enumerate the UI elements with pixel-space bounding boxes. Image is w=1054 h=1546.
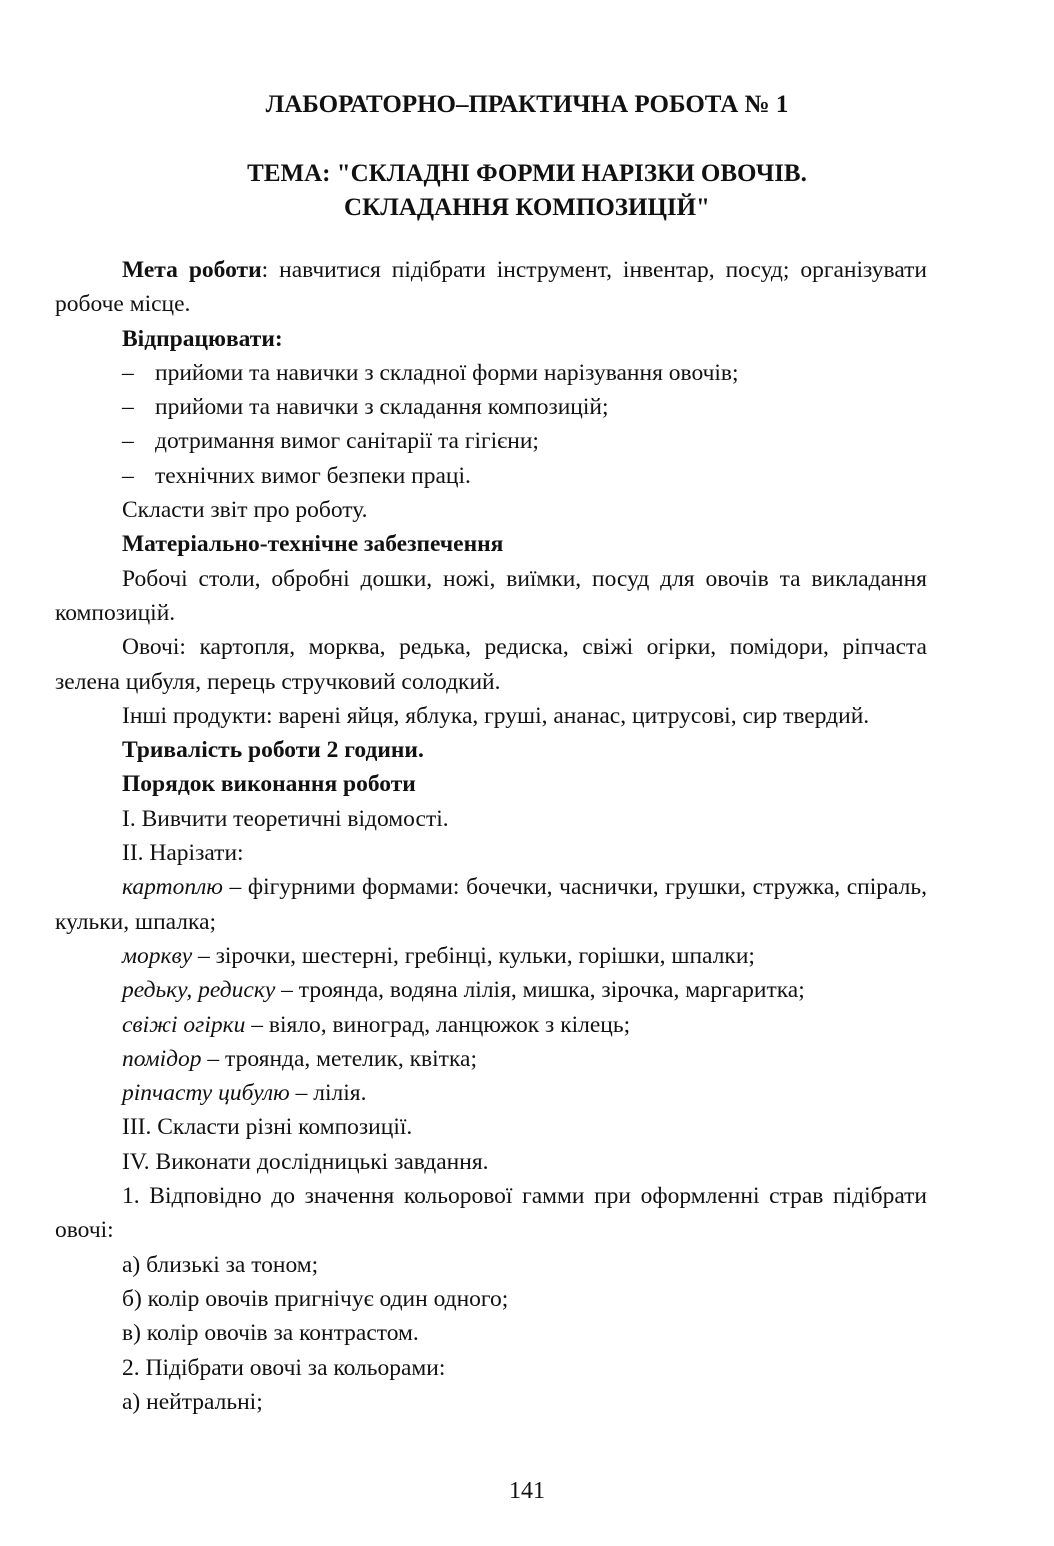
body-text (55, 253, 927, 1419)
goal-label: Мета роботи (122, 257, 262, 283)
equipment-paragraph: Робочі столи, обробні дошки, ножі, виїмки, посуд для овочів та викладання композицій. (55, 565, 927, 626)
topic-heading (0, 157, 1054, 225)
step-1: І. Вивчити теоретичні відомості. (122, 805, 449, 832)
cut-item: свіжі огірки – віяло, виноград, ланцюжок з кілець; (122, 1011, 631, 1038)
task-2: 2. Підібрати овочі за кольорами: (122, 1354, 446, 1381)
page-number: 141 (509, 1478, 545, 1504)
topic-line-1: ТЕМА: "СКЛАДНІ ФОРМИ НАРІЗКИ ОВОЧІВ. (247, 160, 807, 187)
list-item: – технічних вимог безпеки праці. (122, 462, 471, 489)
step-4: IV. Виконати дослідницькі завдання. (122, 1148, 489, 1175)
list-item: – дотримання вимог санітарії та гігієни; (122, 428, 539, 455)
topic-line-2: СКЛАДАННЯ КОМПОЗИЦІЙ" (344, 194, 710, 221)
practice-label: Відпрацювати: (122, 325, 283, 352)
task-1-option: б) колір овочів пригнічує один одного; (122, 1285, 509, 1312)
cut-item: ріпчасту цибулю – лілія. (122, 1080, 367, 1107)
goal-paragraph (55, 253, 927, 322)
other-products-paragraph: Інші продукти: варені яйця, яблука, груші, ананас, цитрусові, сир твердий. (122, 702, 870, 729)
cut-item: моркву – зірочки, шестерні, гребінці, кульки, горішки, шпалки; (122, 942, 755, 969)
procedure-label: Порядок виконання роботи (122, 771, 416, 798)
task-1-option: в) колір овочів за контрастом. (122, 1320, 419, 1347)
page-title: ЛАБОРАТОРНО–ПРАКТИЧНА РОБОТА № 1 (265, 91, 789, 118)
list-item: – прийоми та навички з складання композицій; (122, 394, 609, 421)
report-paragraph: Скласти звіт про роботу. (122, 497, 368, 524)
task-2-option: а) нейтральні; (122, 1388, 263, 1415)
cut-item: картоплю – фігурними формами: бочечки, часнички, грушки, стружка, спіраль, кульки, шпалка; (55, 874, 927, 935)
cut-item: редьку, редиску – троянда, водяна лілія, мишка, зірочка, маргаритка; (122, 977, 805, 1004)
task-1: 1. Відповідно до значення кольорової гамми при оформленні страв підібрати овочі: (55, 1183, 927, 1244)
goal-text: : навчитися підібрати інструмент, інвентар, посуд; організувати робоче місце. (55, 257, 927, 318)
step-3: ІІІ. Скласти різні композиції. (122, 1114, 413, 1141)
vegetables-paragraph: Овочі: картопля, морква, редька, редиска, свіжі огірки, помідори, ріпчаста зелена цибуля, перець стручковий солодкий. (55, 634, 927, 695)
duration-text: Тривалість роботи 2 години. (122, 737, 424, 764)
cut-item: помідор – троянда, метелик, квітка; (122, 1045, 477, 1072)
task-1-option: а) близькі за тоном; (122, 1251, 319, 1278)
step-2: ІІ. Нарізати: (122, 840, 244, 867)
list-item: – прийоми та навички з складної форми нарізування овочів; (122, 359, 739, 386)
materials-label: Матеріально-технічне забезпечення (122, 531, 504, 558)
